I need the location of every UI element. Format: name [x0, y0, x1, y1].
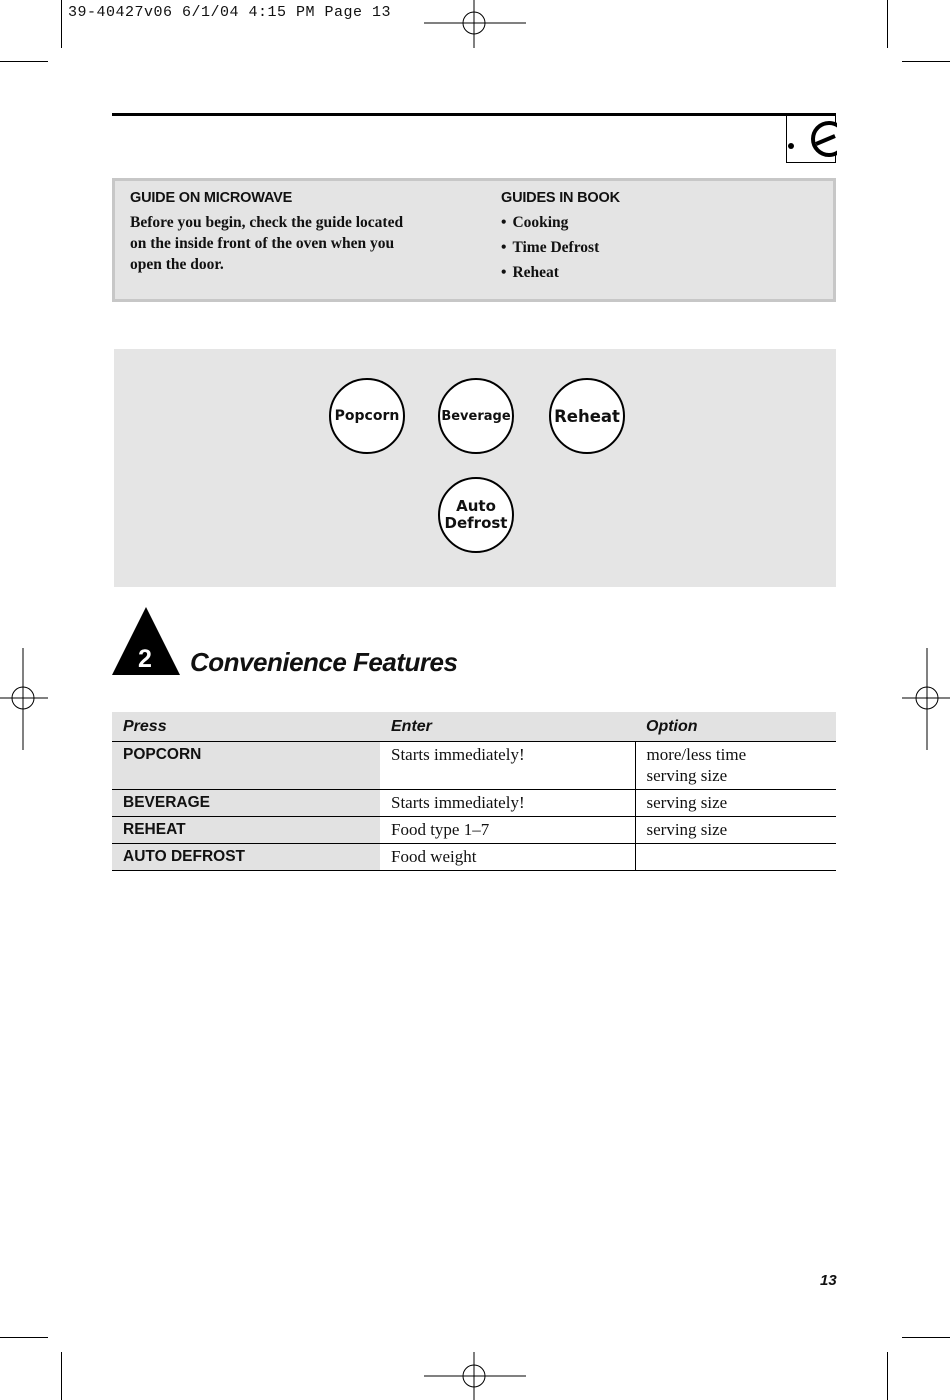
- option-line: serving size: [646, 793, 728, 812]
- section-title: Convenience Features: [190, 647, 458, 677]
- registration-mark-icon: [424, 1352, 526, 1400]
- header-press: Press: [112, 712, 380, 742]
- press-cell: BEVERAGE: [112, 790, 380, 817]
- header-rule: [112, 113, 836, 116]
- table-row: [112, 742, 836, 790]
- guide-microwave-title: GUIDE ON MICROWAVE: [130, 190, 293, 206]
- option-line: serving size: [646, 766, 728, 785]
- crop-mark: [887, 1352, 888, 1400]
- key-label: Beverage: [441, 408, 511, 424]
- crop-mark: [902, 61, 950, 62]
- crop-mark: [61, 1352, 62, 1400]
- registration-mark-icon: [0, 648, 48, 750]
- guide-text-line: Before you begin, check the guide located: [130, 214, 404, 231]
- microwave-dial-icon: [787, 113, 837, 163]
- page-number: 13: [820, 1272, 837, 1289]
- crop-mark: [902, 1337, 950, 1338]
- crop-mark: [887, 0, 888, 48]
- key-label: Defrost: [444, 514, 508, 532]
- enter-cell: Food weight: [380, 844, 635, 871]
- crop-mark: [0, 61, 48, 62]
- header-logo: [786, 113, 836, 163]
- guide-box: [112, 178, 836, 302]
- crop-mark: [61, 0, 62, 48]
- option-cell: [635, 844, 836, 871]
- press-cell: AUTO DEFROST: [112, 844, 380, 871]
- enter-cell: Starts immediately!: [380, 790, 635, 817]
- enter-cell: Starts immediately!: [380, 742, 635, 790]
- header-option: Option: [635, 712, 836, 742]
- guide-on-microwave: [130, 190, 460, 275]
- key-label: Popcorn: [334, 408, 400, 424]
- option-cell: [635, 742, 836, 790]
- guide-text-line: on the inside front of the oven when you: [130, 235, 395, 252]
- convenience-features-table: [112, 712, 836, 871]
- guide-book-item: • Time Defrost: [501, 233, 801, 262]
- press-cell: POPCORN: [112, 742, 380, 790]
- press-cell: REHEAT: [112, 817, 380, 844]
- header-enter: Enter: [380, 712, 635, 742]
- table-row: [112, 817, 836, 844]
- guides-book-title: GUIDES IN BOOK: [501, 190, 620, 206]
- option-line: more/less time: [646, 745, 747, 764]
- option-cell: [635, 790, 836, 817]
- enter-cell: Food type 1–7: [380, 817, 635, 844]
- registration-mark-icon: [424, 0, 526, 48]
- guides-in-book: [501, 190, 801, 287]
- section-number: 2: [138, 645, 152, 673]
- print-slug: 39-40427v06 6/1/04 4:15 PM Page 13: [68, 4, 392, 21]
- popcorn-key: [329, 378, 405, 454]
- guide-book-item: • Cooking: [501, 208, 801, 237]
- guide-microwave-text: [130, 212, 460, 275]
- guide-book-item: • Reheat: [501, 258, 801, 287]
- option-cell: [635, 817, 836, 844]
- key-label: Auto: [456, 497, 496, 515]
- table-row: [112, 790, 836, 817]
- table-row: [112, 844, 836, 871]
- table-header-row: [112, 712, 836, 742]
- option-line: serving size: [646, 820, 728, 839]
- section-number-badge: [112, 607, 180, 677]
- guide-text-line: open the door.: [130, 256, 224, 273]
- registration-mark-icon: [902, 648, 950, 750]
- guides-book-list: [501, 208, 801, 287]
- crop-mark: [0, 1337, 48, 1338]
- reheat-key: [549, 378, 625, 454]
- key-label: Reheat: [554, 406, 620, 426]
- auto-defrost-key: [438, 477, 514, 553]
- beverage-key: [438, 378, 514, 454]
- keypad-illustration: [114, 349, 836, 587]
